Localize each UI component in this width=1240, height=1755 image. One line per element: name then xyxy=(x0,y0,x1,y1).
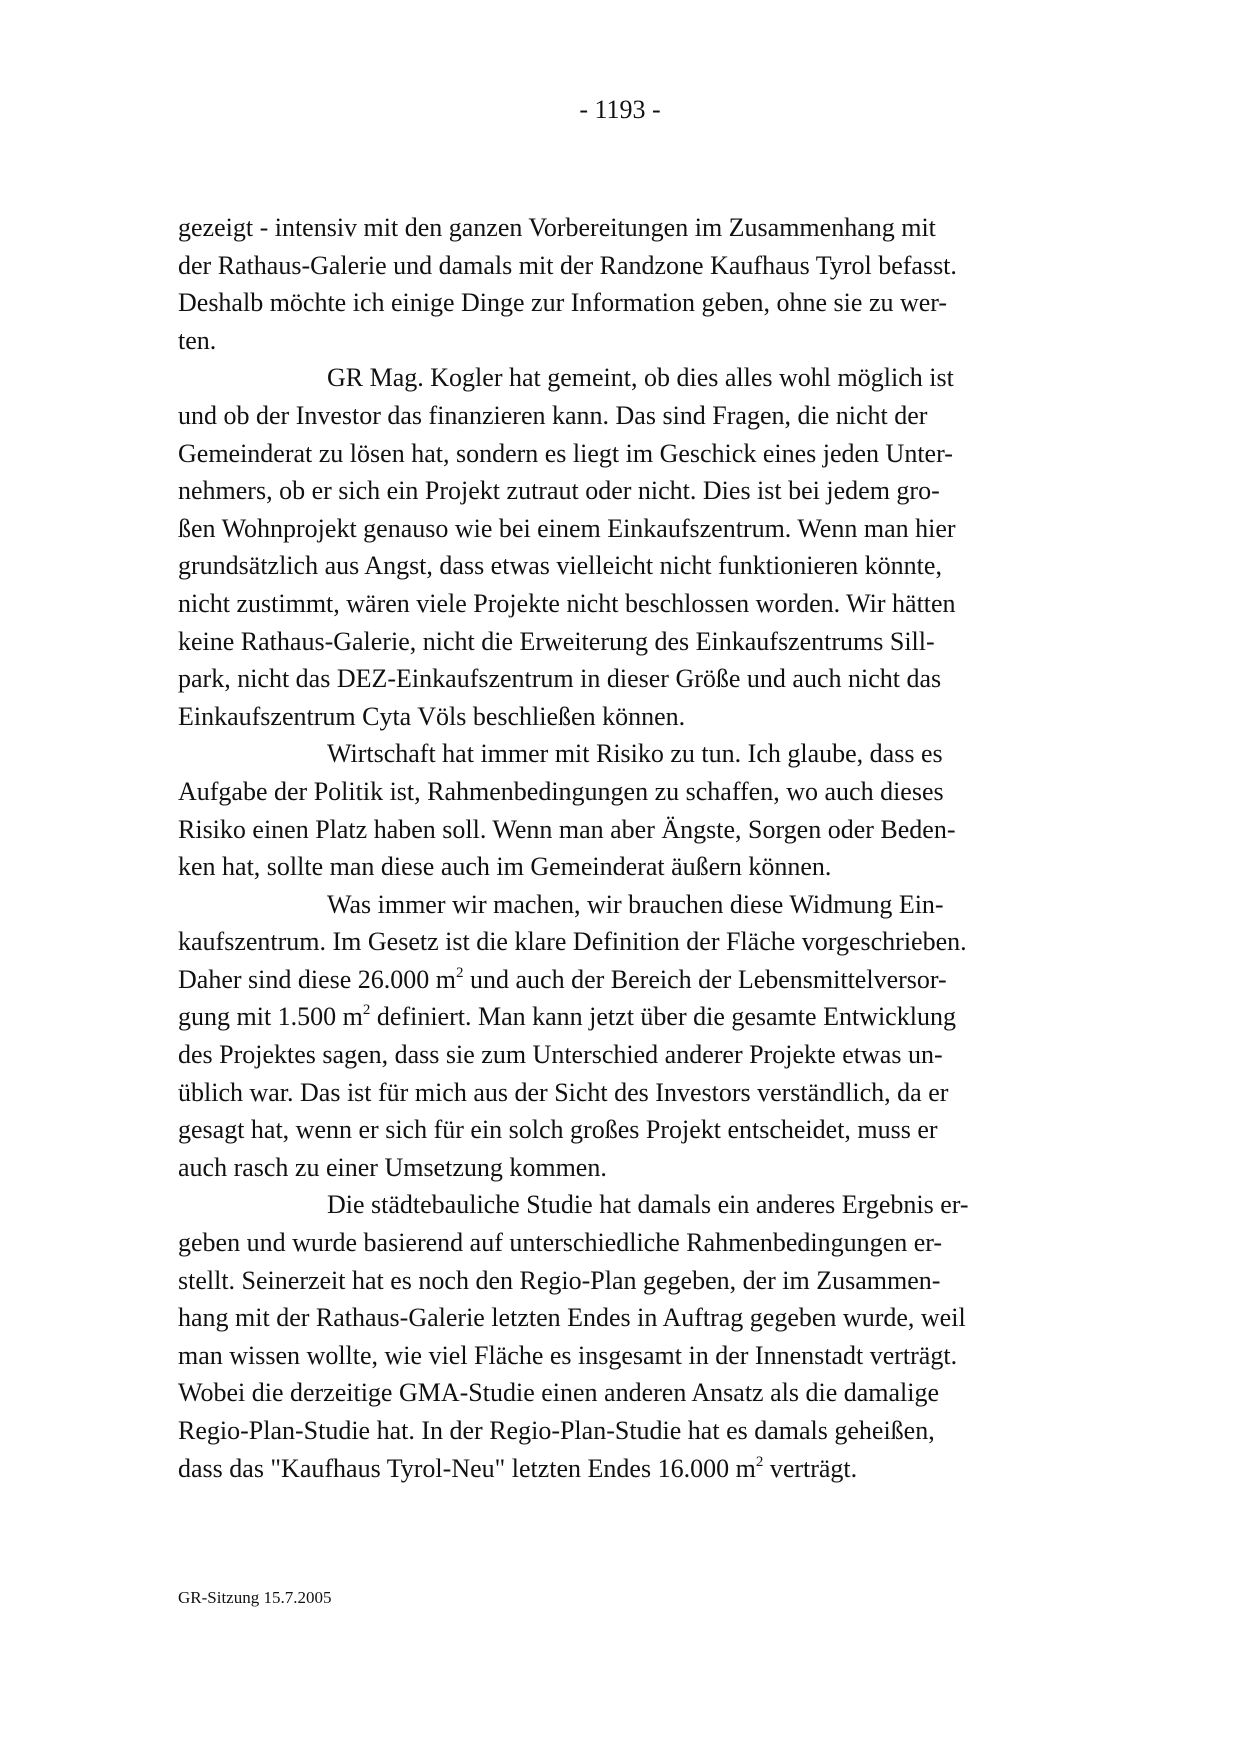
text-line: stellt. Seinerzeit hat es noch den Regio-Plan gegeben, der im Zusammen- xyxy=(178,1265,941,1295)
body-text xyxy=(178,209,1078,1487)
text-line: Einkaufszentrum Cyta Völs beschließen können. xyxy=(178,701,686,731)
text-line: nehmers, ob er sich ein Projekt zutraut oder nicht. Dies ist bei jedem gro- xyxy=(178,476,940,506)
footer-session-date: GR-Sitzung 15.7.2005 xyxy=(178,1588,332,1607)
superscript: 2 xyxy=(362,1002,371,1019)
text-segment: verträgt. xyxy=(763,1453,858,1483)
text-line: Regio-Plan-Studie hat. In der Regio-Plan-Studie hat es damals geheißen, xyxy=(178,1416,935,1445)
text-line xyxy=(178,961,1078,999)
text-line: hang mit der Rathaus-Galerie letzten Endes in Auftrag gegeben wurde, weil xyxy=(178,1303,966,1333)
text-line: gesagt hat, wenn er sich für ein solch großes Projekt entscheidet, muss er xyxy=(178,1115,938,1145)
text-line: üblich war. Das ist für mich aus der Sicht des Investors verständlich, da er xyxy=(178,1077,949,1107)
text-line xyxy=(178,998,1078,1036)
text-line: Wobei die derzeitige GMA-Studie einen anderen Ansatz als die damalige xyxy=(178,1378,940,1408)
text-line: auch rasch zu einer Umsetzung kommen. xyxy=(178,1152,607,1182)
text-line: gezeigt - intensiv mit den ganzen Vorbereitungen im Zusammenhang mit xyxy=(178,213,936,242)
text-line: nicht zustimmt, wären viele Projekte nicht beschlossen worden. Wir hätten xyxy=(178,588,956,618)
paragraph-start-line: Wirtschaft hat immer mit Risiko zu tun. Ich glaube, dass es xyxy=(327,739,943,769)
text-segment: dass das "Kaufhaus Tyrol-Neu" letzten Endes 16.000 m xyxy=(178,1453,756,1483)
text-line: und ob der Investor das finanzieren kann. Das sind Fragen, die nicht der xyxy=(178,400,928,430)
page-number: - 1193 - xyxy=(579,95,661,124)
paragraph-start-line: GR Mag. Kogler hat gemeint, ob dies alles wohl möglich ist xyxy=(327,363,954,393)
text-line: ken hat, sollte man diese auch im Gemeinderat äußern können. xyxy=(178,852,832,882)
text-segment: Daher sind diese 26.000 m xyxy=(178,964,457,994)
text-line: ten. xyxy=(178,325,217,355)
paragraph-start-line: Was immer wir machen, wir brauchen diese Widmung Ein- xyxy=(327,889,944,919)
text-line xyxy=(178,1450,1078,1488)
text-line: der Rathaus-Galerie und damals mit der Randzone Kaufhaus Tyrol befasst. xyxy=(178,250,957,280)
text-segment: und auch der Bereich der Lebensmittelversor- xyxy=(463,964,947,994)
text-line: des Projektes sagen, dass sie zum Unterschied anderer Projekte etwas un- xyxy=(178,1040,943,1070)
paragraph-start-line: Die städtebauliche Studie hat damals ein anderes Ergebnis er- xyxy=(327,1190,969,1220)
text-line: Risiko einen Platz haben soll. Wenn man aber Ängste, Sorgen oder Beden- xyxy=(178,814,956,844)
text-line: Deshalb möchte ich einige Dinge zur Information geben, ohne sie zu wer- xyxy=(178,288,948,318)
text-segment: gung mit 1.500 m xyxy=(178,1002,363,1032)
superscript: 2 xyxy=(456,964,464,981)
text-line: ßen Wohnprojekt genauso wie bei einem Einkaufszentrum. Wenn man hier xyxy=(178,513,956,543)
text-line: Gemeinderat zu lösen hat, sondern es liegt im Geschick eines jeden Unter- xyxy=(178,438,953,468)
text-line: kaufszentrum. Im Gesetz ist die klare Definition der Fläche vorgeschrieben. xyxy=(178,927,967,957)
text-line: Aufgabe der Politik ist, Rahmenbedingungen zu schaffen, wo auch dieses xyxy=(178,776,944,806)
text-line: grundsätzlich aus Angst, dass etwas vielleicht nicht funktionieren könnte, xyxy=(178,551,942,581)
text-line: keine Rathaus-Galerie, nicht die Erweiterung des Einkaufszentrums Sill- xyxy=(178,626,935,656)
superscript: 2 xyxy=(755,1453,764,1470)
text-line: park, nicht das DEZ-Einkaufszentrum in dieser Größe und auch nicht das xyxy=(178,664,942,694)
text-line: geben und wurde basierend auf unterschiedliche Rahmenbedingungen er- xyxy=(178,1228,943,1258)
text-line: man wissen wollte, wie viel Fläche es insgesamt in der Innenstadt verträgt. xyxy=(178,1340,958,1370)
text-segment: definiert. Man kann jetzt über die gesamte Entwicklung xyxy=(370,1002,956,1032)
